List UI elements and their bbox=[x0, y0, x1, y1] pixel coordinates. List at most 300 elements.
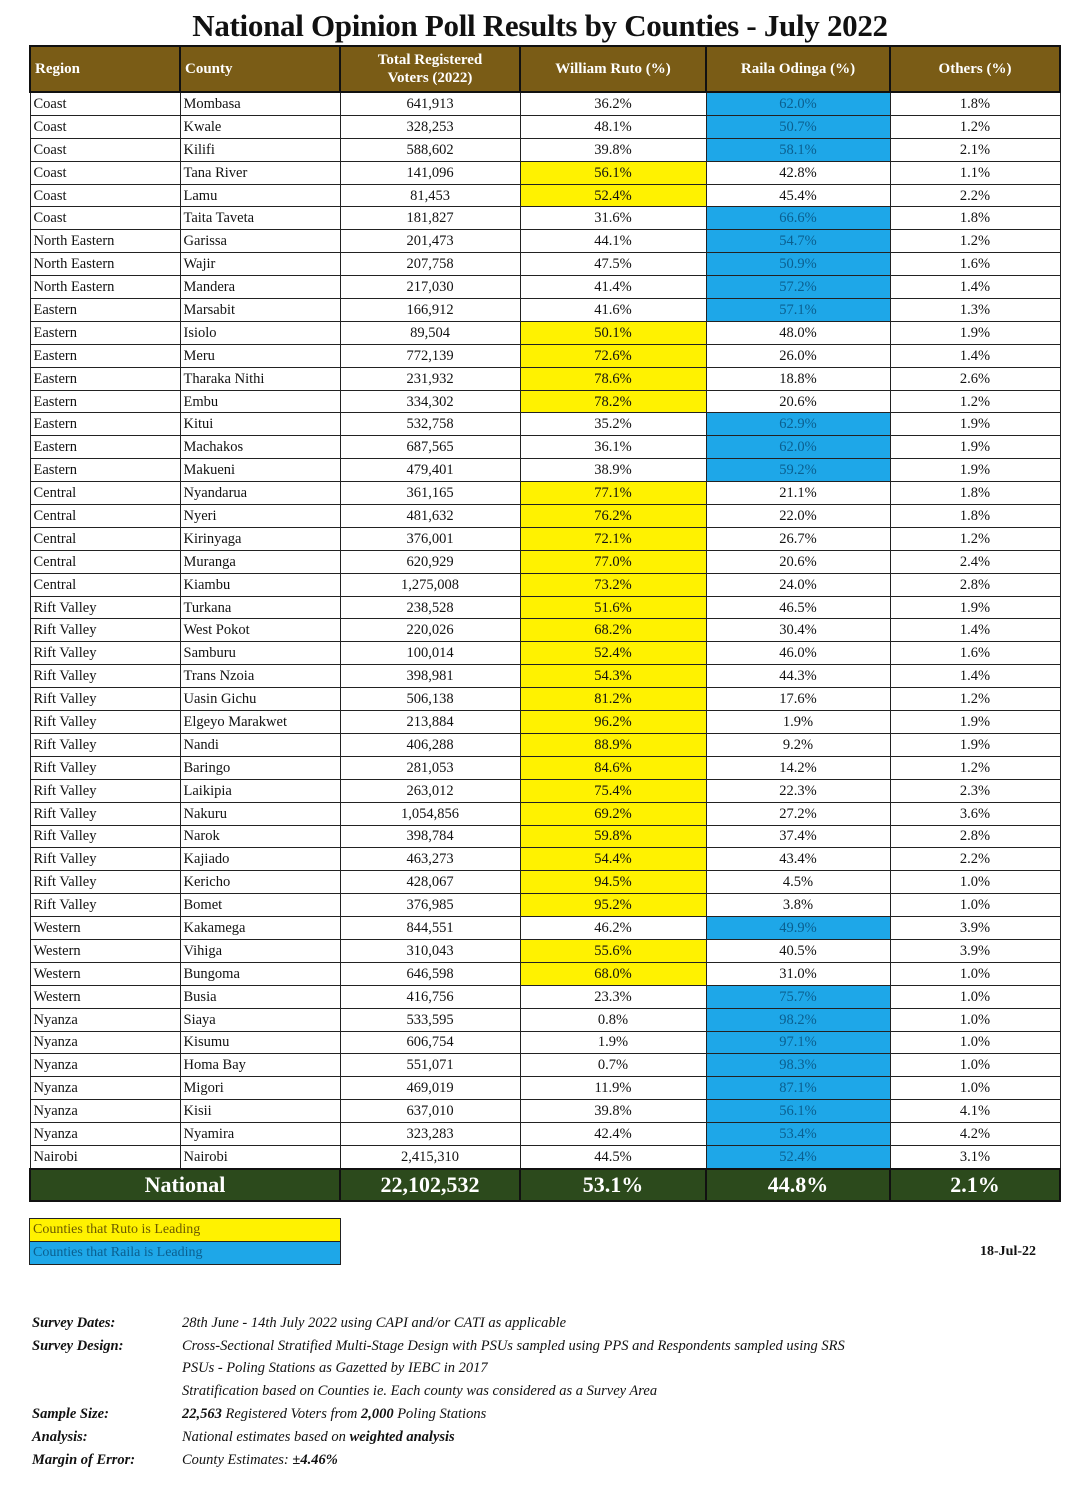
cell-others: 1.0% bbox=[890, 1077, 1060, 1100]
cell-raila: 87.1% bbox=[706, 1077, 890, 1100]
cell-others: 1.4% bbox=[890, 344, 1060, 367]
cell-others: 1.9% bbox=[890, 413, 1060, 436]
cell-others: 1.9% bbox=[890, 459, 1060, 482]
cell-raila: 75.7% bbox=[706, 985, 890, 1008]
header-raila: Raila Odinga (%) bbox=[706, 46, 890, 92]
cell-ruto: 52.4% bbox=[520, 184, 706, 207]
cell-region: Central bbox=[30, 505, 180, 528]
cell-region: Rift Valley bbox=[30, 688, 180, 711]
cell-others: 1.0% bbox=[890, 962, 1060, 985]
note-survey-design bbox=[32, 1335, 1042, 1358]
note-value-analysis bbox=[182, 1429, 1042, 1446]
cell-ruto: 1.9% bbox=[520, 1031, 706, 1054]
cell-region: North Eastern bbox=[30, 276, 180, 299]
cell-others: 1.0% bbox=[890, 1008, 1060, 1031]
cell-county: Baringo bbox=[180, 756, 340, 779]
cell-region: Eastern bbox=[30, 321, 180, 344]
cell-county: Bomet bbox=[180, 894, 340, 917]
cell-others: 1.1% bbox=[890, 161, 1060, 184]
legend-ruto-leading: Counties that Ruto is Leading bbox=[30, 1219, 340, 1242]
cell-ruto: 72.1% bbox=[520, 527, 706, 550]
table-row bbox=[30, 550, 1060, 573]
cell-county: Nyamira bbox=[180, 1123, 340, 1146]
cell-region: Nyanza bbox=[30, 1100, 180, 1123]
results-table bbox=[29, 45, 1061, 1202]
cell-region: North Eastern bbox=[30, 253, 180, 276]
cell-raila: 58.1% bbox=[706, 138, 890, 161]
cell-voters: 506,138 bbox=[340, 688, 520, 711]
national-others: 2.1% bbox=[890, 1169, 1060, 1201]
table-row bbox=[30, 1054, 1060, 1077]
cell-region: Nyanza bbox=[30, 1031, 180, 1054]
cell-raila: 50.9% bbox=[706, 253, 890, 276]
cell-region: Coast bbox=[30, 92, 180, 115]
cell-voters: 428,067 bbox=[340, 871, 520, 894]
cell-others: 1.8% bbox=[890, 207, 1060, 230]
cell-region: Central bbox=[30, 550, 180, 573]
cell-raila: 42.8% bbox=[706, 161, 890, 184]
cell-region: Rift Valley bbox=[30, 894, 180, 917]
cell-ruto: 54.3% bbox=[520, 665, 706, 688]
cell-ruto: 68.2% bbox=[520, 619, 706, 642]
cell-region: Nairobi bbox=[30, 1145, 180, 1168]
cell-voters: 238,528 bbox=[340, 596, 520, 619]
cell-ruto: 69.2% bbox=[520, 802, 706, 825]
cell-ruto: 77.0% bbox=[520, 550, 706, 573]
legend bbox=[29, 1218, 341, 1265]
cell-region: Rift Valley bbox=[30, 756, 180, 779]
table-row bbox=[30, 688, 1060, 711]
table-row bbox=[30, 871, 1060, 894]
header-county: County bbox=[180, 46, 340, 92]
cell-raila: 17.6% bbox=[706, 688, 890, 711]
cell-voters: 376,985 bbox=[340, 894, 520, 917]
cell-others: 1.3% bbox=[890, 299, 1060, 322]
cell-raila: 57.2% bbox=[706, 276, 890, 299]
table-row bbox=[30, 1145, 1060, 1168]
cell-others: 1.6% bbox=[890, 642, 1060, 665]
cell-ruto: 94.5% bbox=[520, 871, 706, 894]
cell-voters: 281,053 bbox=[340, 756, 520, 779]
cell-ruto: 42.4% bbox=[520, 1123, 706, 1146]
cell-others: 2.6% bbox=[890, 367, 1060, 390]
note-value-survey-design-2: PSUs - Poling Stations as Gazetted by IEBC in 2017 bbox=[182, 1360, 488, 1377]
cell-others: 4.1% bbox=[890, 1100, 1060, 1123]
cell-voters: 1,275,008 bbox=[340, 573, 520, 596]
cell-county: Marsabit bbox=[180, 299, 340, 322]
cell-ruto: 39.8% bbox=[520, 138, 706, 161]
cell-region: Nyanza bbox=[30, 1123, 180, 1146]
cell-county: Turkana bbox=[180, 596, 340, 619]
table-row bbox=[30, 1031, 1060, 1054]
cell-others: 1.8% bbox=[890, 505, 1060, 528]
note-label-sample-size: Sample Size: bbox=[32, 1406, 109, 1423]
margin-value: ±4.46% bbox=[292, 1451, 338, 1468]
table-row bbox=[30, 848, 1060, 871]
cell-ruto: 75.4% bbox=[520, 779, 706, 802]
cell-raila: 98.2% bbox=[706, 1008, 890, 1031]
cell-voters: 398,784 bbox=[340, 825, 520, 848]
table-row bbox=[30, 138, 1060, 161]
cell-voters: 217,030 bbox=[340, 276, 520, 299]
table-row bbox=[30, 756, 1060, 779]
cell-others: 1.2% bbox=[890, 390, 1060, 413]
cell-county: Machakos bbox=[180, 436, 340, 459]
cell-ruto: 41.6% bbox=[520, 299, 706, 322]
cell-raila: 40.5% bbox=[706, 939, 890, 962]
cell-ruto: 47.5% bbox=[520, 253, 706, 276]
cell-region: Western bbox=[30, 985, 180, 1008]
cell-ruto: 88.9% bbox=[520, 733, 706, 756]
cell-raila: 62.9% bbox=[706, 413, 890, 436]
table-header-row bbox=[30, 46, 1060, 92]
report-date: 18-Jul-22 bbox=[980, 1244, 1036, 1259]
table-row bbox=[30, 665, 1060, 688]
cell-others: 1.6% bbox=[890, 253, 1060, 276]
cell-raila: 27.2% bbox=[706, 802, 890, 825]
table-row bbox=[30, 596, 1060, 619]
cell-county: Kirinyaga bbox=[180, 527, 340, 550]
table-row bbox=[30, 825, 1060, 848]
table-row bbox=[30, 253, 1060, 276]
cell-voters: 2,415,310 bbox=[340, 1145, 520, 1168]
cell-region: Coast bbox=[30, 184, 180, 207]
cell-ruto: 59.8% bbox=[520, 825, 706, 848]
table-row bbox=[30, 321, 1060, 344]
cell-raila: 22.3% bbox=[706, 779, 890, 802]
cell-ruto: 55.6% bbox=[520, 939, 706, 962]
national-ruto: 53.1% bbox=[520, 1169, 706, 1201]
cell-ruto: 95.2% bbox=[520, 894, 706, 917]
cell-raila: 53.4% bbox=[706, 1123, 890, 1146]
cell-county: Kwale bbox=[180, 115, 340, 138]
cell-ruto: 76.2% bbox=[520, 505, 706, 528]
cell-raila: 21.1% bbox=[706, 482, 890, 505]
cell-voters: 376,001 bbox=[340, 527, 520, 550]
cell-region: Rift Valley bbox=[30, 825, 180, 848]
cell-ruto: 41.4% bbox=[520, 276, 706, 299]
cell-others: 3.1% bbox=[890, 1145, 1060, 1168]
cell-region: Nyanza bbox=[30, 1077, 180, 1100]
cell-county: Makueni bbox=[180, 459, 340, 482]
cell-voters: 141,096 bbox=[340, 161, 520, 184]
cell-voters: 328,253 bbox=[340, 115, 520, 138]
cell-region: Eastern bbox=[30, 344, 180, 367]
note-label-survey-design: Survey Design: bbox=[32, 1337, 124, 1354]
cell-others: 1.8% bbox=[890, 482, 1060, 505]
cell-county: Kisumu bbox=[180, 1031, 340, 1054]
cell-raila: 26.0% bbox=[706, 344, 890, 367]
cell-voters: 323,283 bbox=[340, 1123, 520, 1146]
cell-voters: 620,929 bbox=[340, 550, 520, 573]
table-row bbox=[30, 276, 1060, 299]
page-title: National Opinion Poll Results by Counties - July 2022 bbox=[192, 8, 888, 43]
cell-raila: 56.1% bbox=[706, 1100, 890, 1123]
cell-raila: 26.7% bbox=[706, 527, 890, 550]
cell-region: Eastern bbox=[30, 299, 180, 322]
cell-county: Homa Bay bbox=[180, 1054, 340, 1077]
cell-region: Eastern bbox=[30, 459, 180, 482]
cell-county: Isiolo bbox=[180, 321, 340, 344]
cell-raila: 52.4% bbox=[706, 1145, 890, 1168]
cell-voters: 207,758 bbox=[340, 253, 520, 276]
table-row bbox=[30, 482, 1060, 505]
cell-county: Siaya bbox=[180, 1008, 340, 1031]
cell-voters: 469,019 bbox=[340, 1077, 520, 1100]
cell-others: 2.4% bbox=[890, 550, 1060, 573]
cell-ruto: 35.2% bbox=[520, 413, 706, 436]
cell-raila: 46.5% bbox=[706, 596, 890, 619]
cell-others: 2.1% bbox=[890, 138, 1060, 161]
cell-raila: 44.3% bbox=[706, 665, 890, 688]
note-value-survey-dates: 28th June - 14th July 2022 using CAPI and/or CATI as applicable bbox=[182, 1314, 567, 1331]
cell-region: Coast bbox=[30, 138, 180, 161]
sample-size-end: Poling Stations bbox=[397, 1406, 487, 1423]
cell-others: 2.8% bbox=[890, 825, 1060, 848]
cell-region: Eastern bbox=[30, 390, 180, 413]
cell-others: 1.9% bbox=[890, 321, 1060, 344]
note-value-survey-design-3: Stratification based on Counties ie. Each county was considered as a Survey Area bbox=[182, 1383, 658, 1400]
cell-ruto: 36.1% bbox=[520, 436, 706, 459]
table-row bbox=[30, 711, 1060, 734]
table-row bbox=[30, 894, 1060, 917]
cell-ruto: 78.6% bbox=[520, 367, 706, 390]
cell-voters: 201,473 bbox=[340, 230, 520, 253]
cell-county: Mombasa bbox=[180, 92, 340, 115]
cell-voters: 220,026 bbox=[340, 619, 520, 642]
header-total-voters bbox=[340, 46, 520, 92]
cell-others: 1.8% bbox=[890, 92, 1060, 115]
cell-raila: 43.4% bbox=[706, 848, 890, 871]
table-row bbox=[30, 436, 1060, 459]
cell-county: Uasin Gichu bbox=[180, 688, 340, 711]
cell-county: Meru bbox=[180, 344, 340, 367]
table-row bbox=[30, 917, 1060, 940]
table-row bbox=[30, 184, 1060, 207]
cell-ruto: 36.2% bbox=[520, 92, 706, 115]
cell-others: 2.2% bbox=[890, 184, 1060, 207]
cell-voters: 213,884 bbox=[340, 711, 520, 734]
cell-county: Garissa bbox=[180, 230, 340, 253]
cell-region: Rift Valley bbox=[30, 642, 180, 665]
note-value-sample-size bbox=[182, 1406, 1042, 1423]
cell-ruto: 38.9% bbox=[520, 459, 706, 482]
cell-region: Rift Valley bbox=[30, 733, 180, 756]
cell-county: Narok bbox=[180, 825, 340, 848]
cell-others: 4.2% bbox=[890, 1123, 1060, 1146]
cell-others: 1.9% bbox=[890, 711, 1060, 734]
cell-voters: 637,010 bbox=[340, 1100, 520, 1123]
table-row bbox=[30, 779, 1060, 802]
cell-region: Rift Valley bbox=[30, 802, 180, 825]
table-row bbox=[30, 161, 1060, 184]
cell-ruto: 96.2% bbox=[520, 711, 706, 734]
cell-voters: 641,913 bbox=[340, 92, 520, 115]
cell-county: Nandi bbox=[180, 733, 340, 756]
table-row bbox=[30, 1077, 1060, 1100]
sample-size-number: 22,563 bbox=[182, 1406, 222, 1423]
cell-raila: 24.0% bbox=[706, 573, 890, 596]
cell-voters: 533,595 bbox=[340, 1008, 520, 1031]
cell-county: West Pokot bbox=[180, 619, 340, 642]
cell-voters: 81,453 bbox=[340, 184, 520, 207]
cell-region: Rift Valley bbox=[30, 596, 180, 619]
cell-voters: 334,302 bbox=[340, 390, 520, 413]
cell-county: Busia bbox=[180, 985, 340, 1008]
table-row bbox=[30, 642, 1060, 665]
cell-raila: 59.2% bbox=[706, 459, 890, 482]
cell-others: 1.2% bbox=[890, 527, 1060, 550]
cell-others: 3.9% bbox=[890, 939, 1060, 962]
cell-region: Western bbox=[30, 962, 180, 985]
cell-voters: 166,912 bbox=[340, 299, 520, 322]
cell-raila: 18.8% bbox=[706, 367, 890, 390]
cell-ruto: 44.1% bbox=[520, 230, 706, 253]
survey-notes bbox=[32, 1312, 1042, 1472]
cell-raila: 97.1% bbox=[706, 1031, 890, 1054]
national-total-row bbox=[30, 1169, 1060, 1201]
cell-ruto: 72.6% bbox=[520, 344, 706, 367]
table-row bbox=[30, 390, 1060, 413]
cell-voters: 588,602 bbox=[340, 138, 520, 161]
cell-voters: 1,054,856 bbox=[340, 802, 520, 825]
cell-ruto: 23.3% bbox=[520, 985, 706, 1008]
cell-raila: 1.9% bbox=[706, 711, 890, 734]
cell-voters: 463,273 bbox=[340, 848, 520, 871]
cell-region: Rift Valley bbox=[30, 871, 180, 894]
cell-region: Eastern bbox=[30, 436, 180, 459]
cell-ruto: 50.1% bbox=[520, 321, 706, 344]
cell-raila: 37.4% bbox=[706, 825, 890, 848]
national-raila: 44.8% bbox=[706, 1169, 890, 1201]
cell-others: 1.0% bbox=[890, 871, 1060, 894]
cell-others: 1.2% bbox=[890, 115, 1060, 138]
cell-region: North Eastern bbox=[30, 230, 180, 253]
table-row bbox=[30, 1123, 1060, 1146]
note-label-analysis: Analysis: bbox=[32, 1428, 88, 1445]
note-analysis bbox=[32, 1426, 1042, 1449]
cell-ruto: 54.4% bbox=[520, 848, 706, 871]
table-row bbox=[30, 985, 1060, 1008]
cell-others: 1.4% bbox=[890, 619, 1060, 642]
cell-raila: 45.4% bbox=[706, 184, 890, 207]
cell-region: Central bbox=[30, 527, 180, 550]
note-sample-size bbox=[32, 1403, 1042, 1426]
note-value-survey-design-1: Cross-Sectional Stratified Multi-Stage Design with PSUs sampled using PPS and Respondents sampled using SRS bbox=[182, 1337, 845, 1354]
cell-others: 1.4% bbox=[890, 665, 1060, 688]
cell-ruto: 31.6% bbox=[520, 207, 706, 230]
cell-others: 2.2% bbox=[890, 848, 1060, 871]
note-label-margin: Margin of Error: bbox=[32, 1451, 136, 1468]
cell-raila: 66.6% bbox=[706, 207, 890, 230]
cell-voters: 100,014 bbox=[340, 642, 520, 665]
table-row bbox=[30, 573, 1060, 596]
analysis-text: National estimates based on bbox=[182, 1428, 346, 1445]
cell-raila: 46.0% bbox=[706, 642, 890, 665]
cell-region: Eastern bbox=[30, 413, 180, 436]
note-survey-design-cont2 bbox=[32, 1380, 1042, 1403]
cell-county: Kakamega bbox=[180, 917, 340, 940]
cell-voters: 416,756 bbox=[340, 985, 520, 1008]
cell-ruto: 81.2% bbox=[520, 688, 706, 711]
cell-others: 1.0% bbox=[890, 985, 1060, 1008]
cell-raila: 3.8% bbox=[706, 894, 890, 917]
cell-others: 1.0% bbox=[890, 1031, 1060, 1054]
cell-ruto: 78.2% bbox=[520, 390, 706, 413]
table-row bbox=[30, 505, 1060, 528]
cell-ruto: 73.2% bbox=[520, 573, 706, 596]
table-row bbox=[30, 962, 1060, 985]
cell-region: Rift Valley bbox=[30, 665, 180, 688]
cell-ruto: 11.9% bbox=[520, 1077, 706, 1100]
cell-others: 1.0% bbox=[890, 894, 1060, 917]
note-value-margin bbox=[182, 1452, 1042, 1469]
cell-region: Western bbox=[30, 939, 180, 962]
cell-raila: 62.0% bbox=[706, 92, 890, 115]
cell-county: Taita Taveta bbox=[180, 207, 340, 230]
cell-voters: 89,504 bbox=[340, 321, 520, 344]
cell-voters: 646,598 bbox=[340, 962, 520, 985]
cell-county: Bungoma bbox=[180, 962, 340, 985]
cell-voters: 481,632 bbox=[340, 505, 520, 528]
cell-county: Embu bbox=[180, 390, 340, 413]
cell-voters: 361,165 bbox=[340, 482, 520, 505]
cell-county: Kitui bbox=[180, 413, 340, 436]
cell-ruto: 48.1% bbox=[520, 115, 706, 138]
analysis-bold: weighted analysis bbox=[349, 1428, 455, 1445]
cell-region: Rift Valley bbox=[30, 779, 180, 802]
cell-county: Kisii bbox=[180, 1100, 340, 1123]
cell-region: Coast bbox=[30, 115, 180, 138]
cell-others: 1.0% bbox=[890, 1054, 1060, 1077]
cell-voters: 310,043 bbox=[340, 939, 520, 962]
cell-others: 2.3% bbox=[890, 779, 1060, 802]
cell-county: Tana River bbox=[180, 161, 340, 184]
cell-voters: 687,565 bbox=[340, 436, 520, 459]
cell-region: Central bbox=[30, 573, 180, 596]
header-total-voters-line1: Total Registered bbox=[377, 52, 483, 68]
cell-county: Samburu bbox=[180, 642, 340, 665]
cell-region: Rift Valley bbox=[30, 619, 180, 642]
cell-raila: 98.3% bbox=[706, 1054, 890, 1077]
cell-region: Rift Valley bbox=[30, 711, 180, 734]
note-survey-dates bbox=[32, 1312, 1042, 1335]
margin-text: County Estimates: bbox=[182, 1451, 289, 1468]
cell-county: Kiambu bbox=[180, 573, 340, 596]
cell-others: 1.9% bbox=[890, 436, 1060, 459]
cell-others: 1.9% bbox=[890, 596, 1060, 619]
cell-others: 1.2% bbox=[890, 756, 1060, 779]
cell-others: 1.2% bbox=[890, 230, 1060, 253]
cell-voters: 551,071 bbox=[340, 1054, 520, 1077]
cell-county: Nyandarua bbox=[180, 482, 340, 505]
cell-raila: 49.9% bbox=[706, 917, 890, 940]
cell-county: Kericho bbox=[180, 871, 340, 894]
cell-county: Kajiado bbox=[180, 848, 340, 871]
table-row bbox=[30, 733, 1060, 756]
cell-region: Nyanza bbox=[30, 1008, 180, 1031]
cell-others: 3.9% bbox=[890, 917, 1060, 940]
cell-county: Tharaka Nithi bbox=[180, 367, 340, 390]
header-total-voters-line2: Voters (2022) bbox=[387, 70, 473, 86]
cell-voters: 231,932 bbox=[340, 367, 520, 390]
cell-others: 1.2% bbox=[890, 688, 1060, 711]
cell-county: Vihiga bbox=[180, 939, 340, 962]
cell-raila: 20.6% bbox=[706, 390, 890, 413]
table-row bbox=[30, 939, 1060, 962]
table-body bbox=[30, 92, 1060, 1169]
cell-others: 1.4% bbox=[890, 276, 1060, 299]
